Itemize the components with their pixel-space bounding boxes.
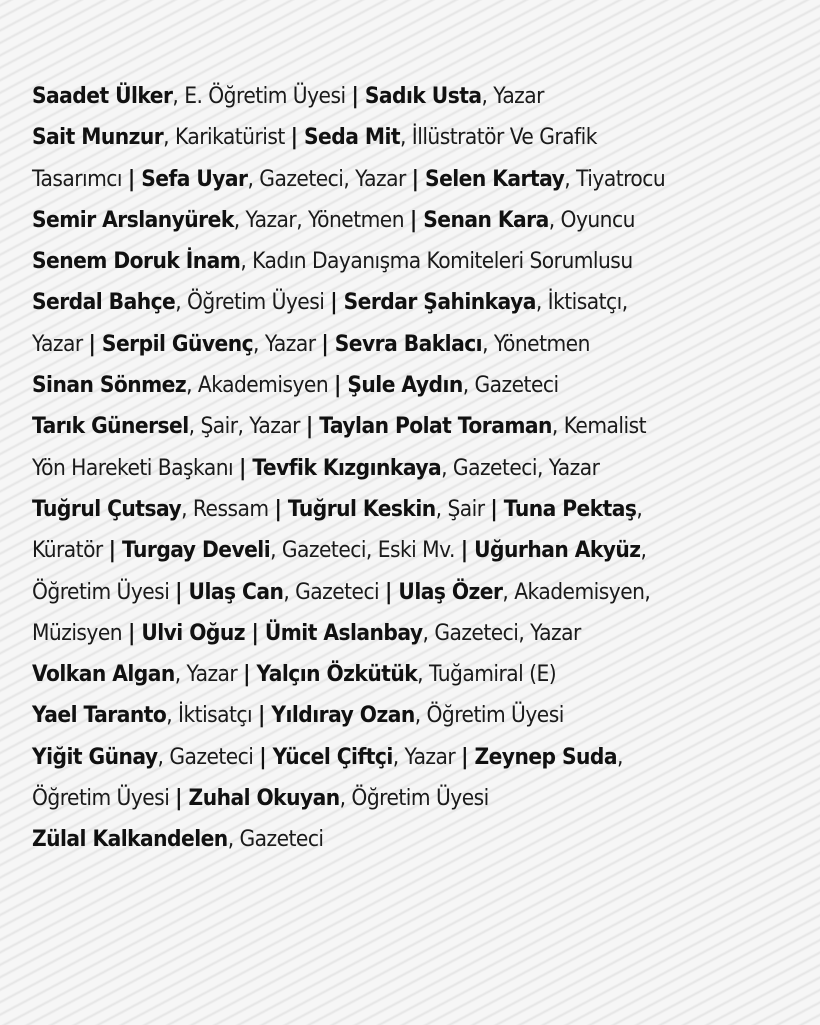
signatory-title: , Gazeteci, Yazar	[247, 165, 412, 192]
signatory-name: | Sadık Usta	[351, 83, 482, 109]
signatory-line	[32, 613, 716, 654]
signatory-title: , Tuğamiral (E)	[417, 661, 557, 688]
signatory-line	[32, 572, 716, 613]
signatory-list	[32, 76, 792, 861]
signatory-line	[32, 76, 716, 117]
signatory-name: | Tevfik Kızgınkaya	[238, 454, 442, 481]
signatory-name: | Ulaş Özer	[385, 578, 503, 605]
signatory-line	[32, 819, 716, 860]
signatory-name: Yael Taranto	[32, 702, 167, 729]
signatory-title: Tasarımcı	[32, 165, 128, 192]
signatory-line	[32, 406, 716, 447]
signatory-name: Senem Doruk İnam	[32, 248, 241, 275]
signatory-line	[32, 241, 716, 282]
signatory-line	[32, 737, 716, 778]
signatory-title: Küratör	[32, 537, 109, 564]
signatory-name: Semir Arslanyürek	[32, 206, 234, 233]
signatory-name: Sinan Sönmez	[32, 372, 187, 399]
signatory-name: | Zeynep Suda	[461, 743, 617, 770]
signatory-name: | Sevra Baklacı	[321, 330, 483, 357]
signatory-title: Yazar	[32, 330, 89, 357]
signatory-name: | Uğurhan Akyüz	[460, 537, 641, 564]
signatory-name: | Zuhal Okuyan	[175, 785, 340, 812]
signatory-name: Tarık Günersel	[32, 413, 189, 440]
signatory-line	[32, 200, 716, 241]
signatory-title: , Şair	[435, 495, 491, 522]
signatory-title: , Ressam	[181, 495, 275, 522]
signatory-name: | Serpil Güvenç	[88, 330, 254, 357]
signatory-title: ,	[636, 495, 643, 522]
signatory-title: , Öğretim Üyesi	[339, 785, 489, 812]
signatory-name: | Seda Mit	[290, 124, 401, 151]
signatory-name: Volkan Algan	[32, 661, 175, 688]
signatory-title: ,	[640, 537, 647, 564]
signatory-name: Serdal Bahçe	[32, 289, 176, 316]
signatory-title: , Kemalist	[551, 413, 646, 440]
signatory-title: , Yazar	[253, 330, 322, 357]
signatory-title: , Yönetmen	[482, 330, 590, 357]
signatory-name: | Tuğrul Keskin	[274, 495, 436, 522]
signatory-name: | Sefa Uyar	[127, 165, 248, 192]
signatory-title: , Öğretim Üyesi	[175, 289, 331, 316]
signatory-name: | Turgay Develi	[108, 537, 271, 564]
signatory-title: , Öğretim Üyesi	[414, 702, 564, 729]
signatory-title: , Gazeteci, Yazar	[441, 454, 600, 481]
signatory-line	[32, 695, 716, 736]
signatory-title: , Gazeteci, Yazar	[422, 619, 581, 646]
signatory-line	[32, 159, 716, 200]
signatory-name: | Ulvi Oğuz | Ümit Aslanbay	[127, 619, 423, 646]
signatory-title: Öğretim Üyesi	[32, 578, 176, 605]
signatory-name: | Serdar Şahinkaya	[330, 289, 536, 316]
signatory-name: | Selen Kartay	[411, 165, 565, 192]
signatory-title: , İktisatçı	[166, 702, 259, 729]
signatory-title: , Yazar	[392, 743, 462, 770]
signatory-title: , Yazar	[481, 83, 544, 109]
signatory-name: Yiğit Günay	[32, 743, 158, 770]
signatory-name: Zülal Kalkandelen	[32, 826, 228, 853]
signatory-title: , Gazeteci, Eski Mv.	[270, 537, 461, 564]
signatory-name: | Taylan Polat Toraman	[305, 413, 552, 440]
signatory-title: , Şair, Yazar	[188, 413, 306, 440]
signatory-title: , Akademisyen	[186, 372, 335, 399]
signatory-name: | Senan Kara	[409, 206, 549, 233]
signatory-name: | Yıldıray Ozan	[258, 702, 415, 729]
signatory-title: , Yazar	[174, 661, 244, 688]
signatory-name: | Tuna Pektaş	[490, 495, 637, 522]
signatory-line	[32, 778, 716, 819]
signatory-title: Müzisyen	[32, 619, 128, 646]
signatory-title: , Karikatürist	[163, 124, 291, 151]
signatory-line	[32, 489, 716, 530]
signatory-line	[32, 365, 716, 406]
signatory-title: , Gazeteci	[227, 826, 324, 853]
signatory-name: | Şule Aydın	[334, 372, 463, 399]
signatory-name: | Yalçın Özkütük	[243, 661, 418, 688]
signatory-title: , Gazeteci	[157, 743, 260, 770]
signatory-title: ,	[617, 743, 623, 770]
signatory-name: | Yücel Çiftçi	[259, 743, 393, 770]
signatory-line	[32, 448, 716, 489]
signatory-name: | Ulaş Can	[175, 578, 284, 605]
signatory-title: , Gazeteci	[283, 578, 386, 605]
signatory-title: , Tiyatrocu	[564, 165, 666, 192]
signatory-title: Yön Hareketi Başkanı	[32, 454, 239, 481]
signatory-title: , E. Öğretim Üyesi	[172, 83, 352, 109]
signatory-title: Öğretim Üyesi	[32, 785, 176, 812]
signatory-title: , Akademisyen,	[502, 578, 651, 605]
signatory-line	[32, 530, 716, 571]
signatory-line	[32, 654, 716, 695]
signatory-title: , Oyuncu	[548, 206, 635, 233]
signatory-title: , Gazeteci	[462, 372, 559, 399]
signatory-line	[32, 324, 716, 365]
signatory-name: Tuğrul Çutsay	[32, 495, 182, 522]
signatory-title: , İllüstratör Ve Grafik	[400, 124, 597, 151]
signatory-title: , Yazar, Yönetmen	[233, 206, 410, 233]
signatory-name: Sait Munzur	[32, 124, 164, 151]
signatory-title: , İktisatçı,	[535, 289, 628, 316]
signatory-line	[32, 282, 716, 323]
signatory-title: , Kadın Dayanışma Komiteleri Sorumlusu	[240, 248, 633, 275]
signatory-name: Saadet Ülker	[32, 83, 173, 109]
signatory-line	[32, 117, 716, 158]
